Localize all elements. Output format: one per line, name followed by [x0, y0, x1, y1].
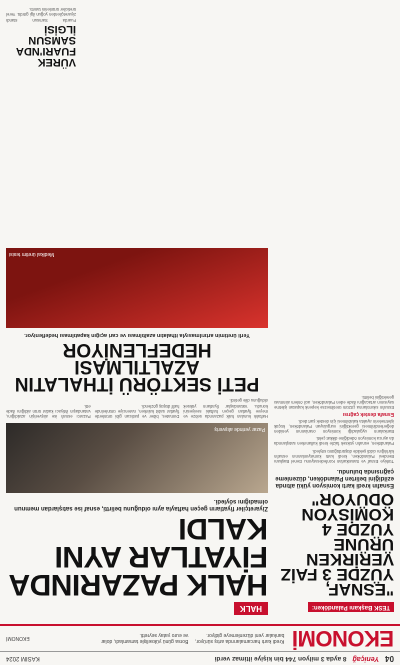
- main-column: Domates, biber ve patlıcan gibi ürünlerde fiyatlar sabit kalırken, narenciye ürünlerinde hafif düşüş gözlendi.: [94, 403, 180, 419]
- side-article: [6, 7, 76, 67]
- article-tag: TESK Başkanı Palandöken:: [308, 602, 394, 612]
- left-paragraph: Bankaların uyguladığı komisyon oranlarının yeniden değerlendirilmesi gerektiğini vurgulayan Palandöken, küçük işletmelerin ayakta kalabilmesi için destek şart dedi.: [274, 418, 394, 434]
- main-kicker: HALK: [234, 602, 268, 615]
- main-deck: Ziyaretçiler fiyatların geçen haftayla aynı olduğunu belirtti, esnaf ise satışlardan memnun olmadığını söyledi.: [14, 498, 268, 511]
- main-headline: HALK PAZARINDA FİYATLAR AYNI KALDI: [10, 512, 268, 601]
- top-bar: [0, 651, 400, 665]
- left-deck: Esnafın kredi kartı komisyon yükü altında ezildiğini belirten Palandöken, düzenleme çağrısında bulundu.: [275, 468, 394, 488]
- left-article: [274, 7, 394, 619]
- section-banner: [0, 624, 400, 650]
- banner-teaser-2: Borsa günü yükselişle tamamladı, dolar ve euro yatay seyretti.: [101, 632, 189, 644]
- side-headline: VÜREK FUARI'NDA SAMSUN İLGİSİ: [16, 22, 76, 68]
- main-body: [6, 398, 268, 419]
- banner-teaser-1: Kredi kartı harcamalarında artış sürüyor, bankalar yeni düzenlemeye gidiyor.: [195, 632, 285, 644]
- medical-photo: [6, 248, 268, 328]
- photo2-caption: Medikal üretim tesisi: [9, 250, 55, 257]
- section-title: EKONOMİ: [292, 626, 394, 651]
- left-paragraph: Türkiye Esnaf ve Sanatkarları Konfederasyonu Genel Başkanı Bendevi Palandöken, kredi kartı komisyonlarının esnafın kârlılığını ciddi şekilde düşürdüğünü söyledi.: [274, 448, 394, 464]
- lower-headline: PETİ SEKTÖRÜ İTHALATIN AZALTILMASI HEDEFLENİYOR: [14, 339, 260, 395]
- top-headline: 8 ayda 3 milyon 744 bin kişiye iltimaz verdi: [214, 655, 347, 662]
- left-paragraph: Palandöken, esnafın yüksek faizle kredi kullanırken satışlarında da ayrıca komisyon ödediğine dikkat çekti.: [274, 436, 394, 447]
- brand-logo: Yeniçağ: [352, 655, 380, 662]
- main-column: Haftalık kurulan halk pazarında sebze ve meyve fiyatları geçen haftaki seviyesini korudu. Vatandaşlar fiyatların yüksek olduğunu dile getirdi.: [183, 398, 268, 419]
- left-headline: "ESNAF, YÜZDE 3 FAİZ VERİRKEN ÜRÜNE YÜZDE 4 KOMİSYON ÖDÜYOR": [280, 490, 394, 599]
- issue-date: KASIM 2024: [6, 655, 40, 662]
- main-article: [6, 7, 268, 619]
- market-photo: [6, 423, 268, 493]
- photo-caption: Pazar yerinde alışveriş: [214, 426, 265, 432]
- left-paragraph: Esnafın sıkıntılarına çözüm üretilmezse kepenk kapatan işletme sayısının artacağını ifade eden Palandöken, acil önlem alınması gerektiğini belirtti.: [274, 394, 394, 411]
- main-column: Pazarcı esnafı ise alışverişin azaldığını, vatandaşın ihtiyacı kadar ürün aldığını ifade etti.: [5, 403, 91, 419]
- side-body: Fuarda Samsun standı ziyaretçilerden yoğun ilgi gördü. Yerel üreticiler ürünlerini tanıttı.: [6, 7, 76, 23]
- banner-right-info: EKONOMİ: [6, 635, 30, 641]
- left-body: [274, 395, 394, 464]
- page-number: 04: [385, 654, 394, 663]
- lower-deck: Yerli üretimin artırılmasıyla ithalatın azaltılması ve cari açığın kapatılması hedefleniyor.: [24, 332, 250, 339]
- left-subhead: Esnafa destek çağrısı: [342, 411, 394, 418]
